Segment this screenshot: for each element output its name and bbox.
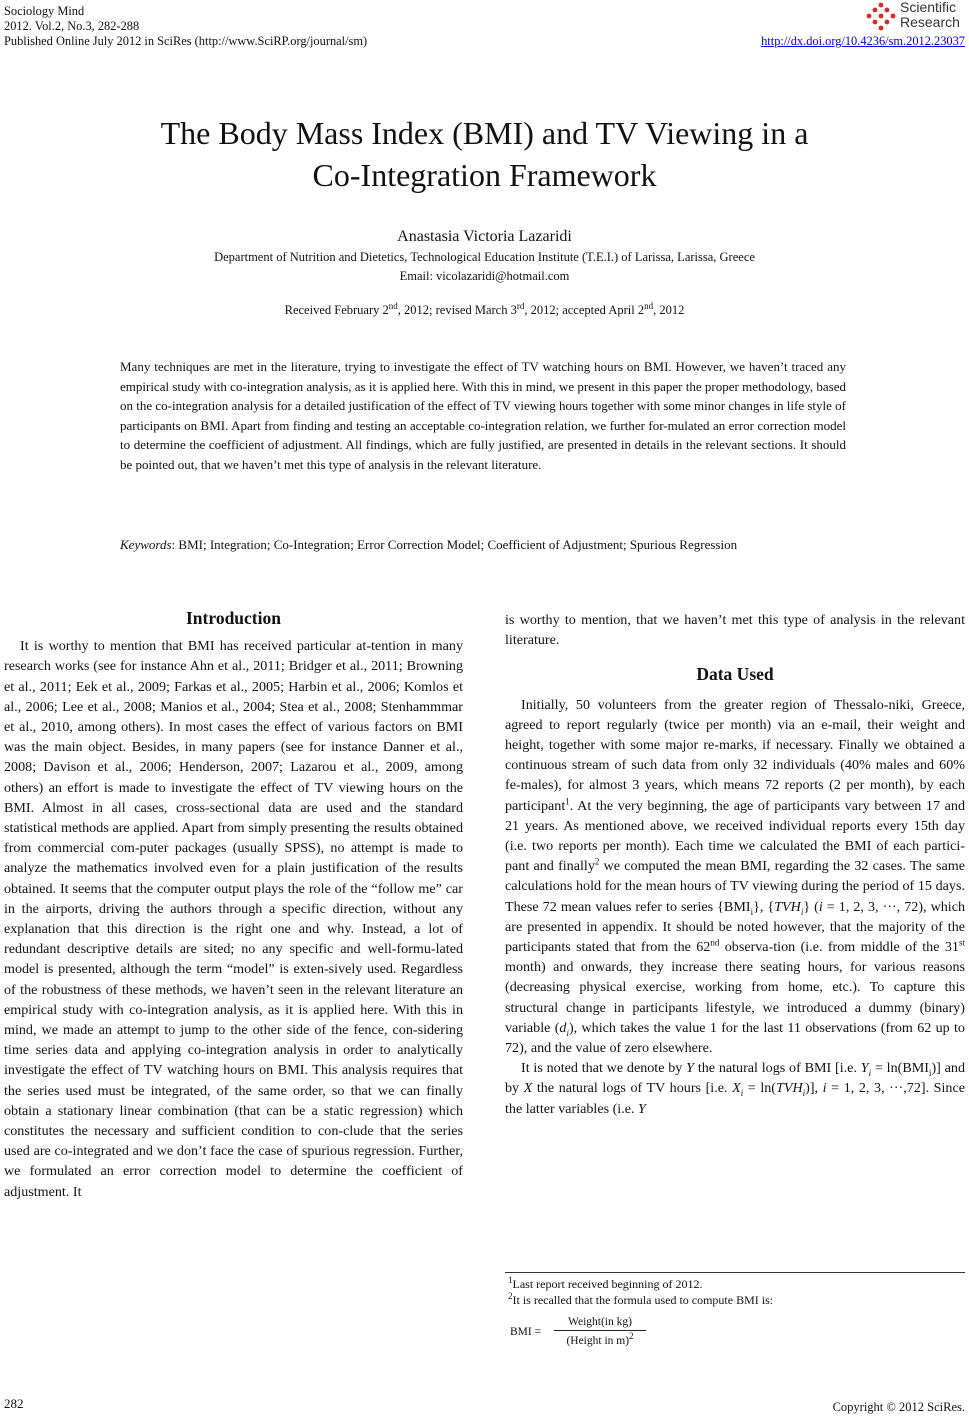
doi-link[interactable]: http://dx.doi.org/10.4236/sm.2012.23037 — [761, 34, 965, 48]
copyright: Copyright © 2012 SciRes. — [832, 1400, 965, 1414]
revised-text: , 2012; revised March 3 — [397, 303, 517, 317]
introduction-heading: Introduction — [186, 608, 281, 628]
logo-line-2: Research — [900, 14, 960, 30]
keywords-label: Keywords — [120, 537, 172, 552]
scientific-research-logo-icon — [866, 2, 896, 32]
formula-lhs: BMI = — [510, 1326, 542, 1338]
accepted-sup: nd — [644, 300, 654, 311]
left-column — [4, 608, 463, 1202]
introduction-paragraph: It is worthy to mention that BMI has received particular at-tention in many research works (see for instance Ahn et al., 2011; Bridger et al., 2011; Browning et al., 2011; Eek et al., 2009; Farkas et al., 2005; Harbin et al., 2006; Komlos et al., 2006; Lee et al., 2008; Manios et al., 2004; Stea et al., 2008; Stenhammmar et al., 2010, among others). In most cases the effect of various factors on BMI was the main object. Besides, in many papers (see for instance Danner et al., 2008; Davison et al., 2006; Henderson, 2007; Lazarou et al., 2009, among others) an effort is made to investigate the effect of TV viewing hours on the BMI. Almost in all cases, cross-sectional data are used and the standard statistical methods are applied. Apart from simply presenting the results obtained from commercial com-puter packages (usually SPSS), no attempt is made to analyze the mathematics involved even for a plain justification of the results obtained. It seems that the computer output plays the role of the “follow me” car in the airports, driving the authors through a specific direction, without any explanation that this direction is the right one and why. Instead, a lot of redundant descriptive details are sited; no any specific and well-formu-lated model is presented, although the term “model” is exten-sively used. Regardless of the robustness of these methods, we haven’t seen in the relevant literature an empirical study with co-integration analysis, as it is applied here. With this in mind, we made an attempt to jump to the other side of the fence, con-sidering time series data and applying co-integration analysis in order to analytically investigate the effect of TV watching hours on BMI. This analysis requires that the series used must be integrated, of the same order, so that we can finally obtain a stationary linear combination (that can be a static regression) which constitutes the necessary and sufficient condition to con-clude that the series used are co-integrated and we don’t face the case of spurious regression. Further, we formulated an error correction model to determine the coefficient of adjustment. It — [4, 638, 463, 1200]
email: Email: vicolazaridi@hotmail.com — [399, 269, 570, 283]
affiliation: Department of Nutrition and Dietetics, Technological Education Institute (T.E.I.) of Larissa, Larissa, Greece — [214, 250, 755, 264]
data-used-heading: Data Used — [696, 664, 774, 685]
logo-line-1: Scientific — [900, 0, 957, 15]
received-dates — [0, 300, 969, 318]
paper-title — [0, 112, 969, 196]
right-column — [505, 610, 965, 1119]
introduction-continuation: is worthy to mention, that we haven’t met this type of analysis in the relevant literature. — [505, 612, 965, 649]
title-line-2: Co-Integration Framework — [312, 157, 657, 193]
affiliation-block — [0, 248, 969, 286]
bmi-formula — [508, 1312, 773, 1352]
abstract: Many techniques are met in the literature, trying to investigate the effect of TV watching hours on BMI. However, we haven’t traced any empirical study with co-integration analysis, as it is applied here. With this in mind, we present in this paper the proper methodology, based on the co-integration analysis for a detailed justification of the effect of TV viewing hours together with some minor changes in life style of participants on BMI. Apart from finding and testing an acceptable co-integration relation, we further for-mulated an error correction model to determine the coefficient of adjustment. All findings, which are fully justified, are presented in details in the relevant sections. It should be pointed out, that we haven’t met this type of analysis in the relevant literature. — [120, 359, 847, 472]
author: Anastasia Victoria Lazaridi — [397, 228, 572, 245]
page-number: 282 — [4, 1396, 24, 1411]
journal-name: Sociology Mind — [4, 4, 85, 18]
footnote-divider — [505, 1272, 965, 1273]
logo-wordmark — [900, 0, 960, 30]
formula-denominator: (Height in m)$^2$ — [566, 1331, 634, 1347]
running-header — [4, 4, 367, 49]
formula-numerator: Weight(in kg) — [554, 1314, 646, 1331]
keywords: Keywords: BMI; Integration; Co-Integration; Error Correction Model; Coefficient of Adjustment; Spurious Regression — [120, 535, 846, 555]
keywords-list: BMI; Integration; Co-Integration; Error Correction Model; Coefficient of Adjustment; Spurious Regression — [178, 537, 738, 552]
year-text: , 2012 — [653, 303, 685, 317]
footnote-1: $^1$Last report received beginning of 2012. — [508, 1275, 703, 1291]
data-used-paragraph-1: Initially, 50 volunteers from the greater region of Thessalo-niki, Greece, agreed to report regularly (twice per month) via an e-mail, their weight and height, together with some major re-marks, if necessary. Finally we obtained a continuous stream of such data from only 32 individuals (40% males and 60% fe-males), for almost 3 years, which means 72 reports (2 per month), by each participant$^1$. At the very beginning, the age of participants vary between 17 and 21 years. As mentioned above, we received individual reports every 15th day (i.e. two reports per month). Each time we calculated the BMI of each partici-pant and finally$^2$ we computed the mean BMI, regarding the 32 cases. The same calculations hold for the mean hours of TV viewing during the period of 15 days. These 72 mean values refer to series $\{BMI_i\}$, $\{TVH_i\} (i = 1$, 2, 3, ···, 72), which are presented in appendix. It should be noted however, that the majority of the participants stated that from the 62nd observa-tion (i.e. from middle of the 31st month) and onwards, they increase there seating hours, for various reasons (decreasing physical exercise, working from home, etc.). To capture this structural change in participants lifestyle, we introduced a dummy (binary) variable $(d_i)$, which takes the value 1 for the last 11 observations (from 62 up to 72), and the value of zero elsewhere. — [505, 696, 966, 1057]
received-sup: nd — [388, 300, 398, 311]
revised-sup: rd — [516, 300, 525, 311]
published-info: Published Online July 2012 in SciRes (http://www.SciRP.org/journal/sm) — [4, 34, 368, 48]
accepted-text: , 2012; accepted April 2 — [524, 303, 645, 317]
footnote-2: $^2$It is recalled that the formula used to compute BMI is: — [508, 1291, 774, 1307]
footnotes — [508, 1276, 773, 1352]
title-line-1: The Body Mass Index (BMI) and TV Viewing in a — [160, 115, 809, 151]
data-used-paragraph-2: It is noted that we denote by Y the natural logs of BMI [i.e. $Y_i = \ln(BMI_i)$] and by X the natural logs of TV hours [i.e. $X_i = \ln(TVH_i)$], i = 1, 2, 3, ···,72]. Since the latter variables (i.e. Y — [505, 1060, 966, 1117]
volume-info: 2012. Vol.2, No.3, 282-288 — [4, 19, 140, 33]
received-text: Received February 2 — [284, 303, 389, 317]
